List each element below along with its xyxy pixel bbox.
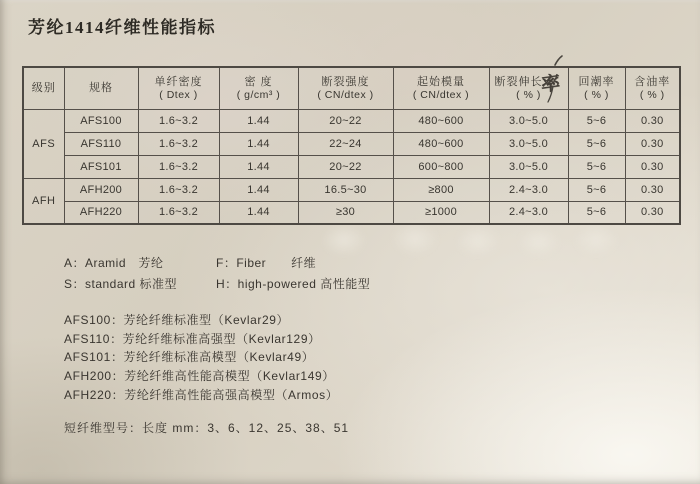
value-cell: 1.44 — [219, 201, 298, 224]
value-cell: 0.30 — [625, 132, 680, 155]
value-cell: 1.44 — [219, 109, 298, 132]
value-cell: ≥30 — [298, 201, 393, 224]
table-row — [23, 178, 680, 201]
model-line-afs101: AFS101：芳纶纤维标准高模型（Kevlar49） — [64, 350, 315, 365]
value-cell: 5~6 — [568, 109, 625, 132]
pen-tick-mark — [555, 56, 562, 65]
value-cell: 3.0~5.0 — [489, 155, 568, 178]
value-cell: 480~600 — [393, 132, 489, 155]
value-cell: 0.30 — [625, 155, 680, 178]
spec-cell: AFH200 — [64, 178, 138, 201]
value-cell: 3.0~5.0 — [489, 132, 568, 155]
grade-cell: AFS — [23, 109, 64, 178]
header-row — [23, 67, 680, 109]
value-cell: 0.30 — [625, 178, 680, 201]
legend-row — [64, 253, 370, 274]
value-cell: 22~24 — [298, 132, 393, 155]
table-row — [23, 201, 680, 224]
legend-f: F：Fiber 纤维 — [216, 256, 317, 270]
value-cell: ≥800 — [393, 178, 489, 201]
breaking-elongation-label: 断裂伸长 — [494, 75, 543, 88]
value-cell: 2.4~3.0 — [489, 201, 568, 224]
value-cell: 20~22 — [298, 155, 393, 178]
fiber-spec-table — [22, 66, 681, 225]
value-cell: 1.6~3.2 — [138, 132, 219, 155]
watermark-smudge — [392, 222, 438, 256]
col-header-breaking-strength: 断裂强度 ( CN/dtex ) — [298, 67, 393, 109]
value-cell: 1.44 — [219, 178, 298, 201]
value-cell: ≥1000 — [393, 201, 489, 224]
col-header-grade: 级别 — [23, 67, 64, 109]
model-line-afs100: AFS100：芳纶纤维标准型（Kevlar29） — [64, 313, 290, 327]
model-line-afh220: AFH220：芳纶纤维高性能高强高模型（Armos） — [64, 387, 339, 402]
handwritten-character: 率 — [541, 72, 562, 97]
model-descriptions — [64, 311, 338, 405]
value-cell: 1.44 — [219, 132, 298, 155]
col-header-oil-content: 含油率 ( % ) — [625, 67, 680, 109]
model-line-afh200: AFH200：芳纶纤维高性能高模型（Kevlar149） — [64, 369, 335, 384]
col-header-moisture-regain: 回潮率 ( % ) — [568, 67, 625, 109]
table-row — [23, 132, 680, 155]
col-header-filament-density: 单纤密度 ( Dtex ) — [138, 67, 219, 109]
value-cell: 1.6~3.2 — [138, 178, 219, 201]
model-line-afs110: AFS110：芳纶纤维标准高强型（Kevlar129） — [64, 331, 321, 346]
legend-h: H：high-powered 高性能型 — [216, 277, 371, 291]
value-cell: 0.30 — [625, 201, 680, 224]
spec-cell: AFS101 — [64, 155, 138, 178]
col-header-spec: 规格 — [64, 67, 138, 109]
value-cell: 1.6~3.2 — [138, 155, 219, 178]
table-row — [23, 109, 680, 132]
value-cell: 5~6 — [568, 155, 625, 178]
value-cell: 600~800 — [393, 155, 489, 178]
grade-cell: AFH — [23, 178, 64, 224]
col-header-initial-modulus: 起始模量 ( CN/dtex ) — [393, 67, 489, 109]
value-cell: 5~6 — [568, 201, 625, 224]
value-cell: 0.30 — [625, 109, 680, 132]
watermark-smudge — [574, 224, 618, 256]
legend-a: A：Aramid 芳纶 — [64, 256, 164, 270]
value-cell: 16.5~30 — [298, 178, 393, 201]
spec-cell: AFS100 — [64, 109, 138, 132]
value-cell: 2.4~3.0 — [489, 178, 568, 201]
watermark-smudge — [518, 227, 560, 257]
legend-row — [64, 274, 370, 295]
value-cell: 1.6~3.2 — [138, 109, 219, 132]
staple-fiber-note: 短纤维型号：长度 mm：3、6、12、25、38、51 — [64, 421, 350, 435]
col-header-breaking-elongation: 断裂伸长率 ( % ) — [489, 67, 568, 109]
spec-cell: AFH220 — [64, 201, 138, 224]
value-cell: 20~22 — [298, 109, 393, 132]
value-cell: 5~6 — [568, 132, 625, 155]
table-row — [23, 155, 680, 178]
watermark-smudge — [456, 225, 500, 257]
legend-s: S：standard 标准型 — [64, 277, 178, 291]
value-cell: 3.0~5.0 — [489, 109, 568, 132]
abbreviation-legend — [64, 253, 370, 295]
value-cell: 1.6~3.2 — [138, 201, 219, 224]
value-cell: 5~6 — [568, 178, 625, 201]
col-header-density: 密 度 ( g/cm³ ) — [219, 67, 298, 109]
value-cell: 480~600 — [393, 109, 489, 132]
value-cell: 1.44 — [219, 155, 298, 178]
watermark-smudge — [322, 224, 366, 256]
page-title: 芳纶1414纤维性能指标 — [28, 18, 216, 37]
spec-cell: AFS110 — [64, 132, 138, 155]
